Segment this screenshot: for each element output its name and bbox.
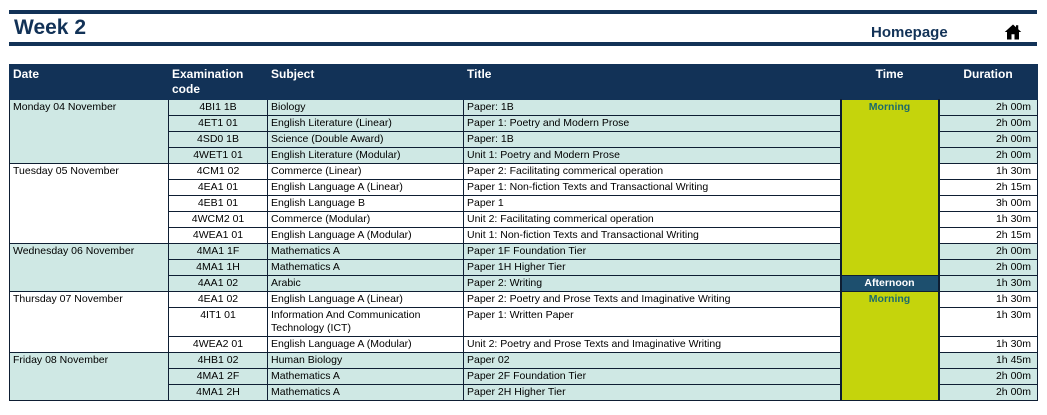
code-cell: 4MA1 2F [169,369,268,385]
code-cell: 4SD0 1B [169,132,268,148]
header-code: Examination code [169,65,268,100]
duration-cell: 2h 00m [939,148,1038,164]
duration-cell: 2h 15m [939,180,1038,196]
duration-cell: 2h 00m [939,260,1038,276]
duration-cell: 2h 15m [939,228,1038,244]
code-cell: 4EA1 02 [169,292,268,308]
subject-cell: Mathematics A [268,385,464,401]
subject-cell: English Language A (Linear) [268,180,464,196]
duration-cell: 2h 00m [939,385,1038,401]
title-cell: Unit 1: Poetry and Modern Prose [464,148,841,164]
subject-cell: Mathematics A [268,369,464,385]
code-cell: 4BI1 1B [169,100,268,116]
subject-cell: English Literature (Linear) [268,116,464,132]
subject-cell: Commerce (Linear) [268,164,464,180]
header-subject: Subject [268,65,464,100]
code-cell: 4MA1 1F [169,244,268,260]
code-cell: 4MA1 2H [169,385,268,401]
title-cell: Paper 2H Higher Tier [464,385,841,401]
header-time: Time [841,65,939,100]
header-title: Title [464,65,841,100]
date-cell: Monday 04 November [10,100,169,164]
table-row [10,292,1038,308]
title-cell: Unit 2: Facilitating commerical operation [464,212,841,228]
duration-cell: 2h 00m [939,132,1038,148]
duration-cell: 2h 00m [939,116,1038,132]
code-cell: 4IT1 01 [169,308,268,337]
subject-cell: Biology [268,100,464,116]
subject-cell: Science (Double Award) [268,132,464,148]
duration-cell: 1h 45m [939,353,1038,369]
time-cell: Morning [841,100,939,276]
code-cell: 4EB1 01 [169,196,268,212]
code-cell: 4HB1 02 [169,353,268,369]
home-icon[interactable] [1004,23,1022,41]
top-rule [9,10,1037,14]
duration-cell: 2h 00m [939,369,1038,385]
date-cell: Thursday 07 November [10,292,169,353]
subject-cell: English Literature (Modular) [268,148,464,164]
header-rule [9,42,1037,46]
subject-cell: Mathematics A [268,260,464,276]
homepage-link[interactable]: Homepage [871,24,948,41]
page-title: Week 2 [14,16,86,39]
subject-cell: Mathematics A [268,244,464,260]
duration-cell: 1h 30m [939,308,1038,337]
subject-cell: Human Biology [268,353,464,369]
title-cell: Paper 02 [464,353,841,369]
header-row [10,65,1038,100]
duration-cell: 2h 00m [939,100,1038,116]
duration-cell: 1h 30m [939,164,1038,180]
duration-cell: 1h 30m [939,212,1038,228]
code-cell: 4MA1 1H [169,260,268,276]
date-cell: Friday 08 November [10,353,169,401]
title-cell: Paper: 1B [464,132,841,148]
header-duration: Duration [939,65,1038,100]
time-cell: Morning [841,292,939,401]
duration-cell: 2h 00m [939,244,1038,260]
date-cell: Tuesday 05 November [10,164,169,244]
duration-cell: 1h 30m [939,292,1038,308]
title-cell: Paper 2F Foundation Tier [464,369,841,385]
header-date: Date [10,65,169,100]
title-cell: Paper 1F Foundation Tier [464,244,841,260]
code-cell: 4WCM2 01 [169,212,268,228]
code-cell: 4WET1 01 [169,148,268,164]
title-cell: Paper 2: Poetry and Prose Texts and Imaginative Writing [464,292,841,308]
code-cell: 4ET1 01 [169,116,268,132]
date-cell: Wednesday 06 November [10,244,169,292]
title-cell: Paper 1H Higher Tier [464,260,841,276]
subject-cell: English Language B [268,196,464,212]
duration-cell: 3h 00m [939,196,1038,212]
title-cell: Unit 2: Poetry and Prose Texts and Imaginative Writing [464,337,841,353]
exam-timetable [9,64,1038,401]
title-cell: Paper 1 [464,196,841,212]
title-cell: Paper: 1B [464,100,841,116]
subject-cell: English Language A (Modular) [268,337,464,353]
subject-cell: English Language A (Modular) [268,228,464,244]
title-cell: Paper 2: Writing [464,276,841,292]
title-cell: Paper 1: Poetry and Modern Prose [464,116,841,132]
title-cell: Paper 2: Facilitating commerical operation [464,164,841,180]
title-cell: Paper 1: Written Paper [464,308,841,337]
table-row [10,100,1038,116]
code-cell: 4EA1 01 [169,180,268,196]
code-cell: 4CM1 02 [169,164,268,180]
subject-cell: English Language A (Linear) [268,292,464,308]
title-cell: Unit 1: Non-fiction Texts and Transactional Writing [464,228,841,244]
subject-cell: Information And Communication Technology (ICT) [268,308,464,337]
subject-cell: Commerce (Modular) [268,212,464,228]
code-cell: 4AA1 02 [169,276,268,292]
code-cell: 4WEA1 01 [169,228,268,244]
subject-cell: Arabic [268,276,464,292]
duration-cell: 1h 30m [939,276,1038,292]
code-cell: 4WEA2 01 [169,337,268,353]
title-cell: Paper 1: Non-fiction Texts and Transactional Writing [464,180,841,196]
time-cell: Afternoon [841,276,939,292]
duration-cell: 1h 30m [939,337,1038,353]
